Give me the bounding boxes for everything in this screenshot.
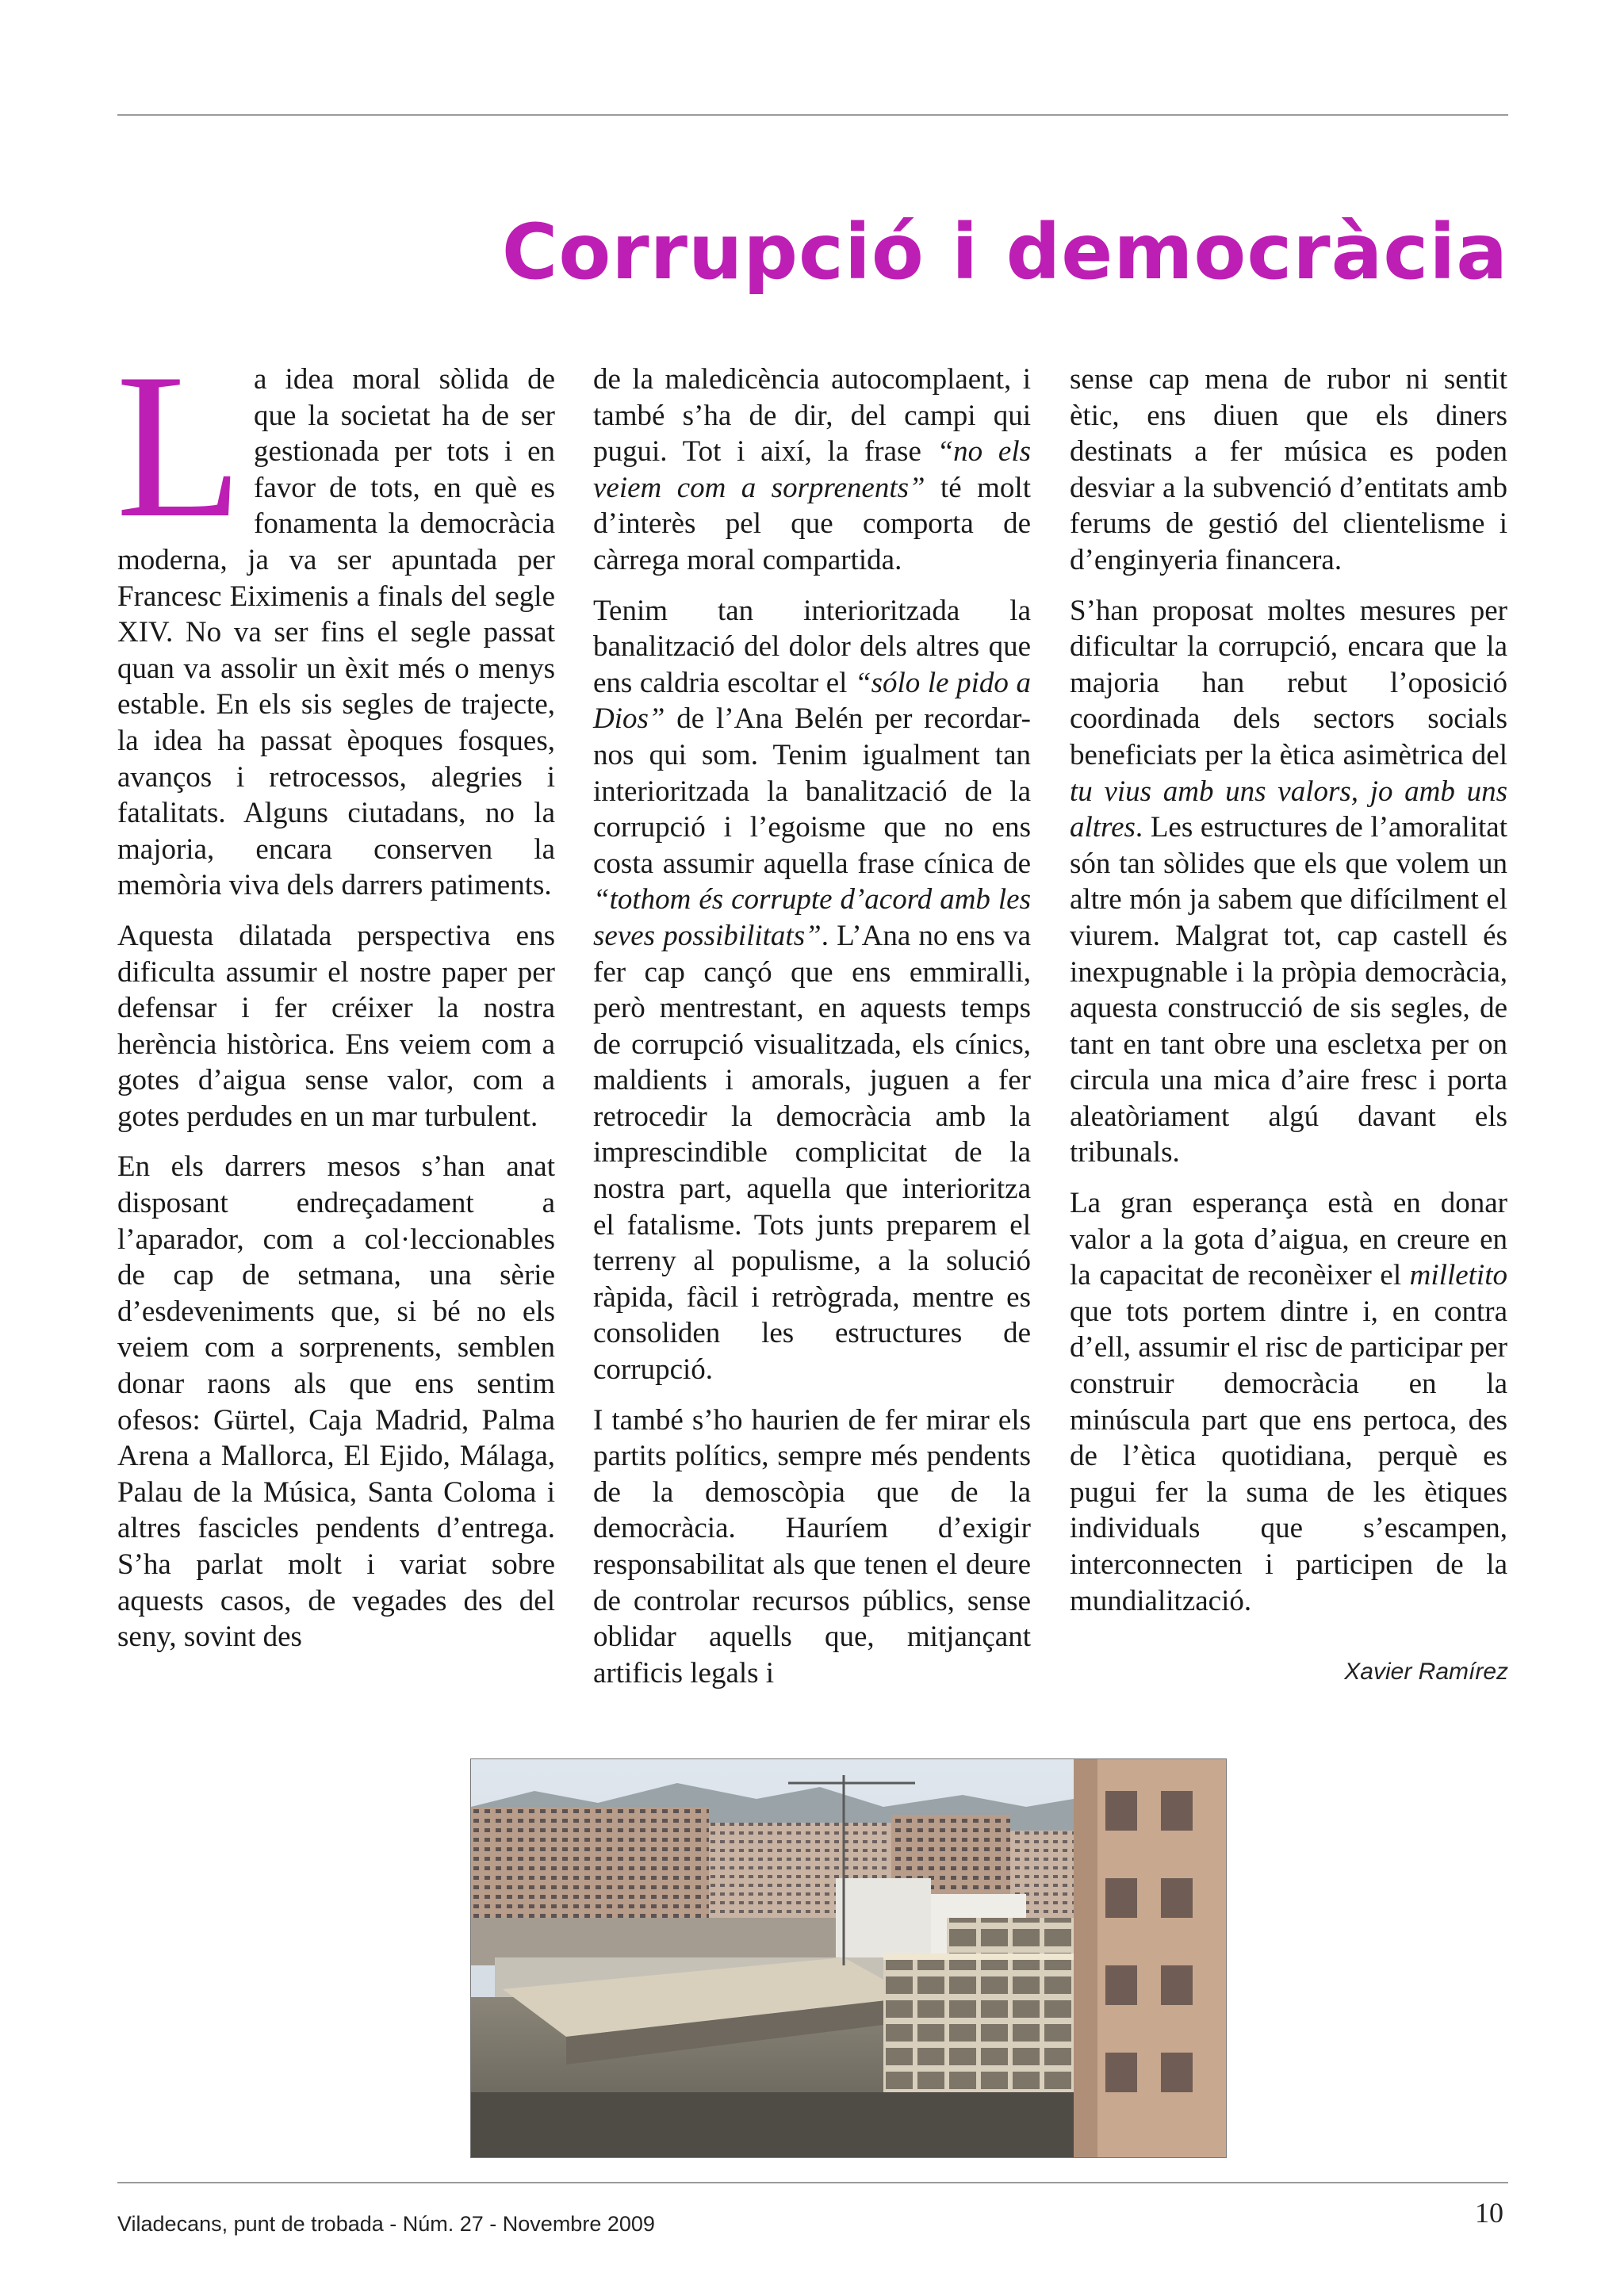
article-title: Corrupció i democràcia [501,208,1508,297]
top-rule [117,114,1508,116]
bottom-rule [117,2182,1508,2183]
quote: tu vius amb uns valors, jo amb uns altres [1070,775,1507,844]
construction-site-photo [470,1758,1227,2158]
paragraph-text: que tots portem dintre i, en contra d’ell, assumir el risc de participar per construir democràcia en la minúscula part que ens pertoca, des de l’ètica quotidiana, perquè es pugui fer la suma de les ètiques individuals que s’escampen, interconnecten i participen de la mundialització. [1070,1295,1507,1617]
drop-cap: L [116,331,243,561]
article-column-2 [593,362,1031,1705]
paragraph [593,593,1031,1388]
paragraph-text: té molt d’interès pel que comporta de càrrega moral compartida. [593,471,1031,576]
photo-illustration [471,1759,1226,2157]
paragraph: sense cap mena de rubor ni sentit ètic, ens diuen que els diners destinats a fer música es poden desviar a la subvenció d’entitats amb ferums de gestió del clientelisme i d’enginyeria financera. [1070,363,1507,576]
footer-publication: Viladecans, punt de trobada - Núm. 27 - Novembre 2009 [117,2212,655,2236]
paragraph: En els darrers mesos s’han anat disposant endreçadament a l’aparador, com a col·leccionables de cap de setmana, una sèrie d’esdeveniments que, si bé no els veiem com a sorprenents, semblen donar raons als que ens sentim ofesos: Gürtel, Caja Madrid, Palma Arena a Mallorca, El Ejido, Málaga, Palau de la Música, Santa Coloma i altres fascicles pendents d’entrega. S’ha parlat molt i variat sobre aquests casos, de vegades des del seny, sovint des [117,1150,555,1654]
article-column-1 [116,331,555,1670]
paragraph-text: a idea moral sòlida de que la societat ha de ser gestionada per tots i en favor de tots, en què es fonamenta la democràcia moderna, ja va ser apuntada per Francesc Eiximenis a finals del segle XIV. No va ser fins el segle passat quan va assolir un èxit més o menys estable. En els sis segles de trajecte, la idea ha passat èpoques fosques, avanços i retrocessos, alegries i fatalitats. Alguns ciutadans, no la majoria, encara conserven la memòria viva dels darrers patiments. [117,363,555,902]
paragraph-text: . L’Ana no ens va fer cap cançó que ens emmiralli, però mentrestant, en aquests temps de corrupció visualitzada, els cínics, maldients i amorals, juguen a fer retrocedir la democràcia amb la imprescindible complicitat de la nostra part, aquella que interioritza el fatalisme. Tots junts preparem el terreny al populisme, a la solució ràpida, fàcil i retrògrada, mentre es consoliden les estructures de corrupció. [593,919,1031,1387]
paragraph [1070,1185,1507,1619]
paragraph [1070,593,1507,1172]
article-column-3 [1070,362,1507,1633]
emphasis: milletito [1409,1259,1507,1292]
quote: “tothom és corrupte d’acord amb les seves possibilitats” [593,883,1031,952]
paragraph-text: . Les estructures de l’amoralitat són tan sòlides que els que volem un altre món ja sabem que difícilment el viurem. Malgrat tot, cap castell és inexpugnable i la pròpia democràcia, aquesta construcció de sis segles, de tant en tant obre una escletxa per on circula una mica d’aire fresc i porta aleatòriament algú davant els tribunals. [1070,811,1507,1169]
paragraph-text: La gran esperança està en donar valor a la gota d’aigua, en creure en la capacitat de reconèixer el [1070,1187,1507,1292]
paragraph-text: de la maledicència autocomplaent, i també s’ha de dir, del campi qui pugui. Tot i així, la frase [593,363,1031,469]
paragraph [116,331,555,904]
paragraph-text: Tenim tan interioritzada la banalització del dolor dels altres que ens caldria escoltar el [593,594,1031,699]
paragraph-text: S’han proposat moltes mesures per dificultar la corrupció, encara que la majoria han rebut l’oposició coordinada dels sectors socials beneficiats per la ètica asimètrica del [1070,594,1507,771]
paragraph [593,362,1031,579]
paragraph: I també s’ho haurien de fer mirar els partits polítics, sempre més pendents de la demoscòpia que de la democràcia. Hauríem d’exigir responsabilitat als que tenen el deure de controlar recursos públics, sense oblidar aquells que, mitjançant artificis legals i [593,1403,1031,1689]
author-byline: Xavier Ramírez [1344,1659,1508,1685]
quote: “sólo le pido a Dios” [593,666,1031,736]
page-number: 10 [1475,2197,1503,2229]
paragraph-text: de l’Ana Belén per recordar-nos qui som. Tenim igualment tan interioritzada la banalització de la corrupció i l’egoisme que no ens costa assumir aquella frase cínica de [593,702,1031,880]
quote: “no els veiem com a sorprenents” [593,435,1031,504]
paragraph: Aquesta dilatada perspectiva ens dificulta assumir el nostre paper per defensar i fer créixer la nostra herència històrica. Ens veiem com a gotes d’aigua sense valor, com a gotes perdudes en un mar turbulent. [117,919,555,1133]
